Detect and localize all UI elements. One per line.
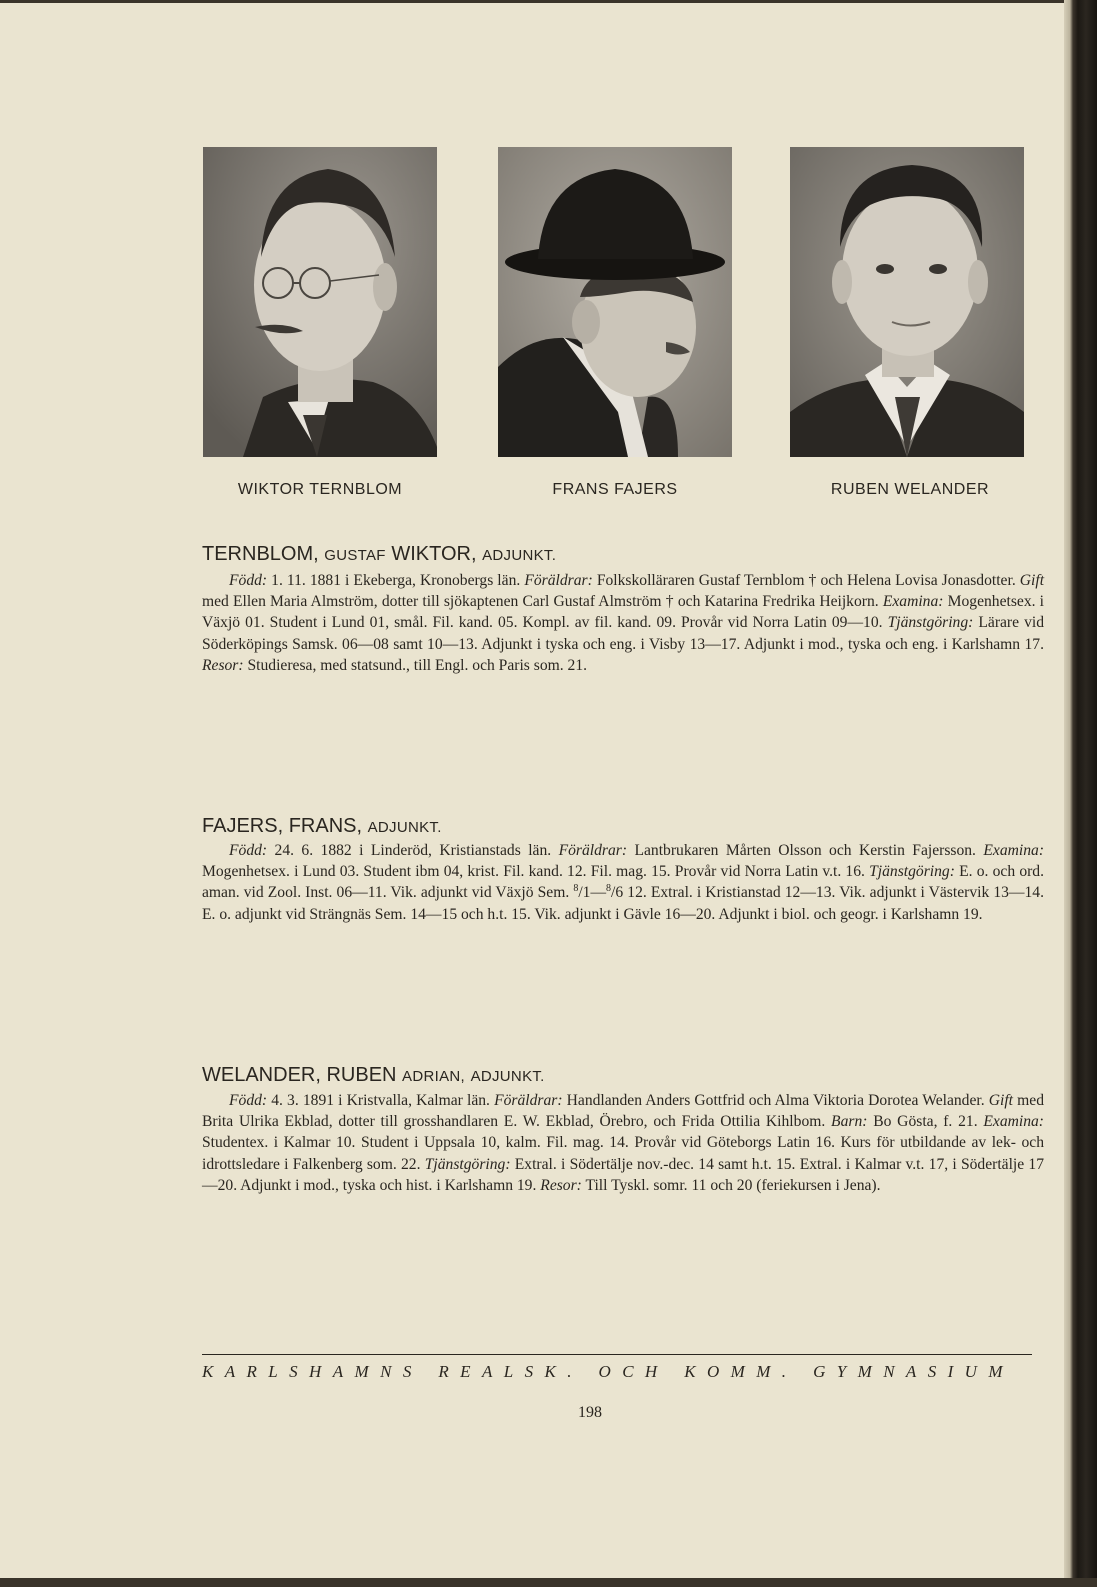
photo-caption: FRANS FAJERS — [552, 481, 678, 498]
photo-caption: WIKTOR TERNBLOM — [237, 481, 403, 498]
entry-title: ADJUNKT. — [367, 819, 442, 836]
tjanstgoring-text: Lärare vid Söderköpings Samsk. 06—08 samt 10—13. Adjunkt i tyska och eng. i Visby 13—17. Adjunkt i mod., tyska och eng. i Karlshamn 17. — [202, 614, 1044, 653]
label-examina: Examina: — [882, 593, 944, 611]
page-number: 198 — [578, 1404, 602, 1421]
barn-text: Bo Gösta, f. 21. — [873, 1113, 978, 1131]
examina-text: Mogenhetsex. i Växjö 01. Student i Lund 01, smål. Fil. kand. 05. Kompl. av fil. kand. 09. Provår vid Norra Latin 09—10. — [202, 593, 1044, 632]
label-gift: Gift — [988, 1092, 1014, 1109]
entry-title: ADJUNKT. — [482, 547, 557, 564]
tjanstgoring-text: Extral. i Södertälje nov.-dec. 14 samt h.t. 15. Extral. i Kalmar v.t. 17, i Södertälje 17—20. Adjunkt i mod., tyska och hist. i Karlshamn 19. — [202, 1155, 1044, 1194]
label-foraldrar: Föräldrar: — [494, 1092, 563, 1109]
footer-rule — [202, 1354, 1032, 1355]
entry-title: ADJUNKT. — [470, 1068, 545, 1085]
page-top-edge — [0, 0, 1097, 3]
entry-heading-ternblom — [202, 543, 556, 566]
fodd-text: 4. 3. 1891 i Kristvalla, Kalmar län. — [271, 1092, 490, 1109]
resor-text: Till Tyskl. somr. 11 och 20 (feriekursen i Jena). — [585, 1176, 881, 1194]
label-tjanstgoring: Tjänstgöring: — [869, 863, 955, 881]
foraldrar-text: Folkskolläraren Gustaf Ternblom † och Helena Lovisa Jonasdotter. — [596, 572, 1016, 589]
label-tjanstgoring: Tjänstgöring: — [887, 614, 974, 632]
entry-given-name-small: GUSTAF — [324, 547, 386, 564]
fraction-sup: 8 — [573, 883, 579, 895]
date-fraction — [573, 884, 623, 901]
gift-text: med Ellen Maria Almström, dotter till sjökaptenen Carl Gustaf Almström † och Katarina Fredrika Heijkorn. — [202, 593, 879, 611]
fraction-rest: /6 — [611, 884, 624, 902]
portrait-frans-fajers — [498, 147, 732, 457]
photo-caption: RUBEN WELANDER — [830, 481, 990, 498]
label-fodd: Född: — [229, 572, 268, 589]
tjanstgoring-text-b: 12. Extral. i Kristianstad 12—13. Vik. adjunkt i Västervik 13—14. E. o. adjunkt vid Strängnäs Sem. 14—15 och h.t. 15. Vik. adjunkt i Gävle 16—20. Adjunkt i biol. och geogr. i Karlshamn 19. — [202, 884, 1044, 923]
book-spine-edge — [1064, 0, 1097, 1587]
entry-surname: FAJERS, FRANS, — [202, 815, 363, 837]
entry-body-fajers — [202, 840, 1044, 925]
foraldrar-text: Lantbrukaren Mårten Olsson och Kerstin Fajersson. — [634, 842, 976, 859]
gift-text: med Brita Ulrika Ekblad, dotter till grosshandlaren E. W. Ekblad, Örebro, och Frida Ottilia Kihlbom. — [202, 1092, 1044, 1131]
entry-given-name: WIKTOR, — [391, 543, 477, 565]
page-bottom-edge — [0, 1578, 1097, 1587]
running-footer-title: KARLSHAMNS REALSK. OCH KOMM. GYMNASIUM — [202, 1362, 1014, 1381]
label-resor: Resor: — [540, 1176, 582, 1194]
fraction-rest: /1— — [578, 884, 607, 902]
examina-text: Mogenhetsex. i Lund 03. Student ibm 04, krist. Fil. kand. 12. Fil. mag. 15. Provår vid Norra Latin v.t. 16. — [202, 863, 865, 881]
examina-text: Studentex. i Kalmar 10. Student i Uppsala 10, kalm. Fil. mag. 14. Provår vid Göteborgs Latin 16. Kurs för utbildande av lek- och idrottsledare i Falkenberg som. 22. — [202, 1134, 1044, 1173]
label-foraldrar: Föräldrar: — [558, 842, 628, 859]
label-examina: Examina: — [983, 1113, 1044, 1131]
resor-text: Studieresa, med statsund., till Engl. och Paris som. 21. — [247, 656, 588, 674]
tjanstgoring-text-a: E. o. och ord. aman. vid Zool. Inst. 06—11. Vik. adjunkt vid Växjö Sem. — [202, 863, 1045, 902]
fraction-sup: 8 — [606, 883, 612, 895]
label-tjanstgoring: Tjänstgöring: — [424, 1155, 511, 1173]
portrait-ruben-welander — [790, 147, 1024, 457]
label-fodd: Född: — [229, 1092, 268, 1109]
label-examina: Examina: — [983, 842, 1045, 859]
label-gift: Gift — [1019, 572, 1045, 589]
entry-body-welander — [202, 1090, 1044, 1196]
foraldrar-text: Handlanden Anders Gottfrid och Alma Viktoria Dorotea Welander. — [566, 1092, 985, 1109]
fodd-text: 1. 11. 1881 i Ekeberga, Kronobergs län. — [271, 572, 521, 589]
label-fodd: Född: — [229, 842, 268, 859]
entry-heading-welander — [202, 1064, 545, 1087]
entry-given-name-small: ADRIAN, — [402, 1068, 465, 1085]
entry-surname: TERNBLOM, — [202, 543, 319, 565]
portrait-wiktor-ternblom — [203, 147, 437, 457]
entry-heading-fajers — [202, 815, 442, 838]
entry-body-ternblom — [202, 570, 1044, 676]
fodd-text: 24. 6. 1882 i Linderöd, Kristianstads län. — [274, 842, 552, 859]
label-barn: Barn: — [831, 1113, 868, 1131]
label-resor: Resor: — [202, 656, 244, 674]
label-foraldrar: Föräldrar: — [524, 572, 593, 589]
entry-surname: WELANDER, RUBEN — [202, 1064, 397, 1086]
